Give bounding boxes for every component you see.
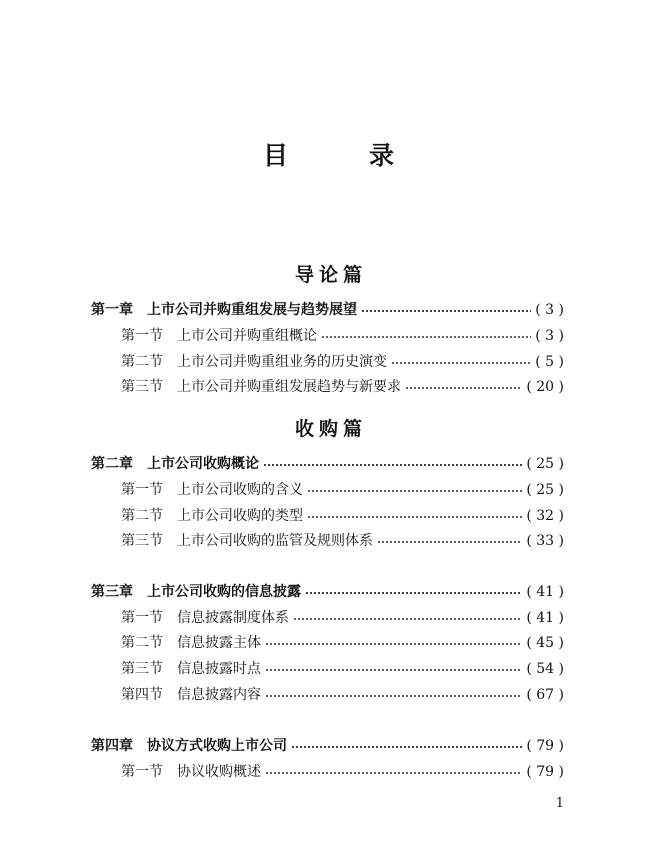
toc-chapter-1[interactable] [91,300,564,320]
toc-section-3-1[interactable] [121,608,564,628]
toc-number: 第三节 [121,533,163,549]
toc-page: ( 67 ) [526,687,564,703]
toc-section-3-4[interactable] [121,685,564,705]
toc-section-3-2[interactable] [121,633,564,653]
toc-title: 信息披露时点 [177,661,261,677]
toc-page: ( 33 ) [526,533,564,549]
toc-number: 第三章 [91,584,133,600]
dot-leader [263,463,522,467]
dot-leader [391,361,531,365]
toc-page: ( 54 ) [526,661,564,677]
toc-section-2-3[interactable] [121,531,564,551]
toc-title: 上市公司收购概论 [147,456,259,472]
dot-leader [361,309,531,313]
toc-section-2-2[interactable] [121,506,564,526]
toc-number: 第三节 [121,379,163,395]
toc-section-2-1[interactable] [121,480,564,500]
toc-number: 第一节 [121,764,163,780]
toc-number: 第一节 [121,482,163,498]
toc-number: 第一章 [91,302,133,318]
toc-page: ( 3 ) [535,328,564,344]
toc-page: ( 25 ) [526,482,564,498]
toc-chapter-3[interactable] [91,582,564,602]
dot-leader [307,515,522,519]
toc-title: 上市公司并购重组概论 [177,328,317,344]
toc-number: 第四章 [91,738,133,754]
toc-section-4-1[interactable] [121,762,564,782]
toc-chapter-2[interactable] [91,454,564,474]
dot-leader [305,591,522,595]
toc-chapter-4[interactable] [91,736,564,756]
toc-section-1-2[interactable] [121,352,564,372]
toc-title: 协议方式收购上市公司 [147,738,287,754]
toc-title: 上市公司收购的信息披露 [147,584,301,600]
toc-number: 第三节 [121,661,163,677]
toc-number: 第二节 [121,508,163,524]
toc-page: ( 41 ) [526,584,564,600]
dot-leader [265,694,522,698]
toc-page: ( 32 ) [526,508,564,524]
part-title-acquisition: 收购篇 [294,418,367,440]
dot-leader [307,489,522,493]
toc-page: ( 79 ) [526,764,564,780]
page-title: 目 录 [262,141,422,170]
toc-number: 第二节 [121,635,163,651]
toc-section-3-3[interactable] [121,659,564,679]
toc-title: 上市公司并购重组发展趋势与新要求 [177,379,401,395]
toc-title: 信息披露主体 [177,635,261,651]
toc-page: ( 5 ) [535,354,564,370]
toc-page: ( 45 ) [526,635,564,651]
dot-leader [265,642,522,646]
toc-title: 信息披露制度体系 [177,610,289,626]
toc-number: 第一节 [121,328,163,344]
dot-leader [265,771,522,775]
dot-leader [321,335,531,339]
toc-number: 第四节 [121,687,163,703]
toc-section-1-3[interactable] [121,377,564,397]
toc-title: 上市公司收购的含义 [177,482,303,498]
part-title-intro: 导论篇 [294,264,367,286]
page-number: 1 [555,796,564,811]
toc-title: 上市公司收购的类型 [177,508,303,524]
toc-section-1-1[interactable] [121,326,564,346]
toc-number: 第一节 [121,610,163,626]
dot-leader [265,668,522,672]
toc-page: ( 3 ) [535,302,564,318]
dot-leader [377,540,522,544]
toc-title: 上市公司收购的监管及规则体系 [177,533,373,549]
toc-title: 信息披露内容 [177,687,261,703]
toc-page: ( 79 ) [526,738,564,754]
toc-title: 上市公司并购重组发展与趋势展望 [147,302,357,318]
toc-title: 上市公司并购重组业务的历史演变 [177,354,387,370]
toc-page: ( 25 ) [526,456,564,472]
toc-number: 第二章 [91,456,133,472]
toc-title: 协议收购概述 [177,764,261,780]
dot-leader [291,745,522,749]
dot-leader [405,386,522,390]
toc-page: ( 20 ) [526,379,564,395]
toc-number: 第二节 [121,354,163,370]
dot-leader [293,617,522,621]
toc-page: ( 41 ) [526,610,564,626]
